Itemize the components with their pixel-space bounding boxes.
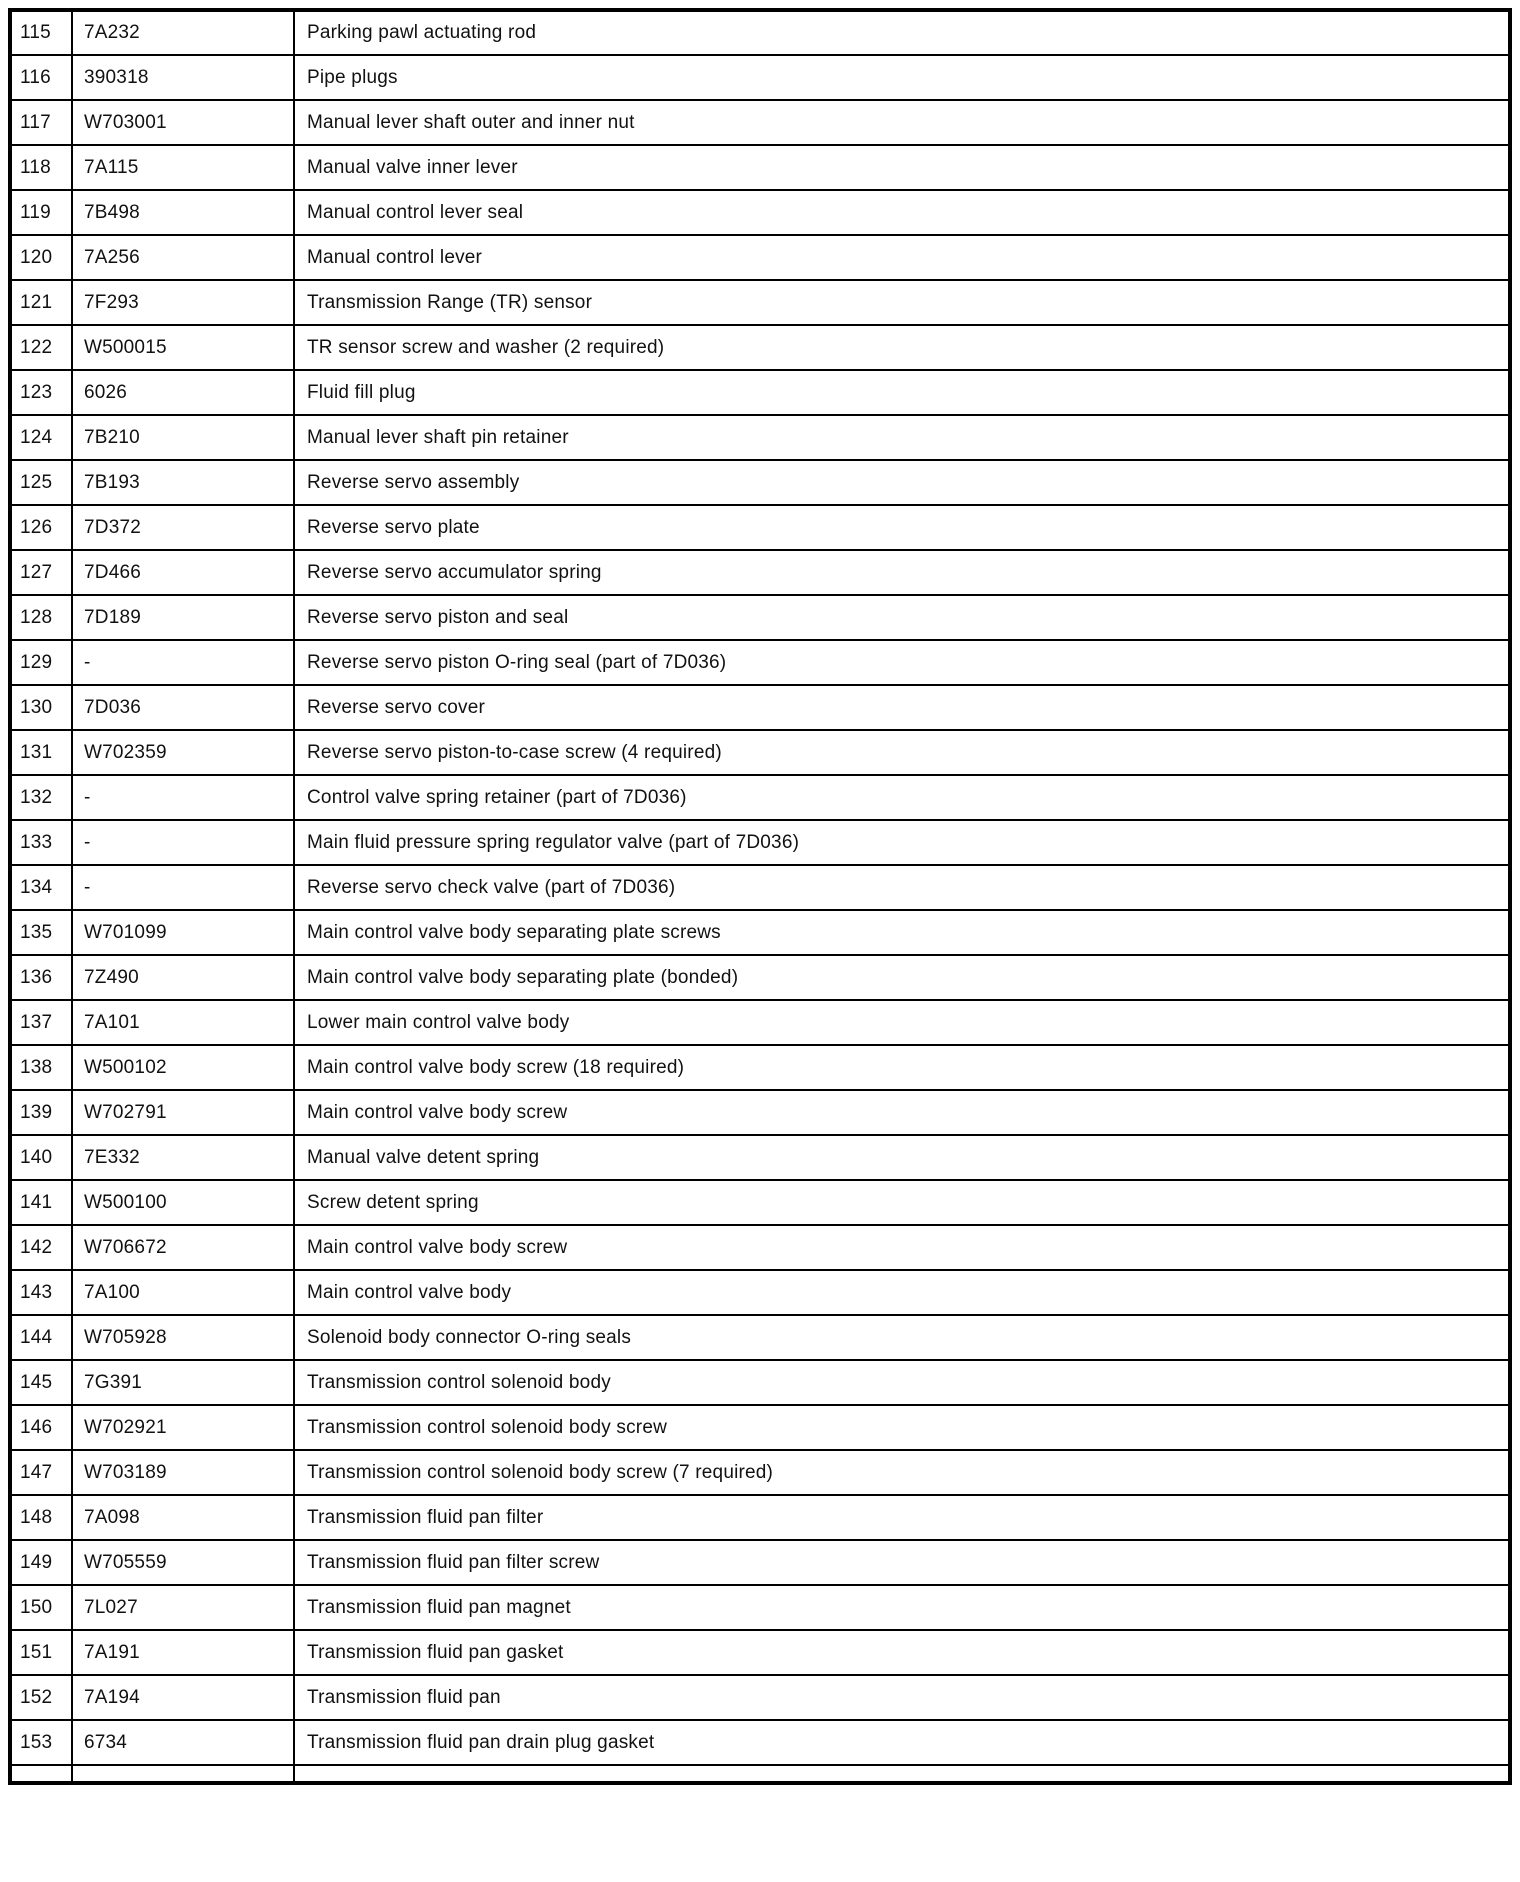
description-cell: Transmission control solenoid body screw (7 required) xyxy=(294,1450,1510,1495)
part-number-cell: 7A098 xyxy=(72,1495,294,1540)
table-row xyxy=(10,55,1510,100)
part-number-cell: W706672 xyxy=(72,1225,294,1270)
table-row xyxy=(10,280,1510,325)
item-number-cell xyxy=(10,1765,72,1783)
table-row xyxy=(10,1000,1510,1045)
table-row xyxy=(10,1495,1510,1540)
description-cell: Manual valve inner lever xyxy=(294,145,1510,190)
description-cell: Manual control lever seal xyxy=(294,190,1510,235)
part-number-cell: W500102 xyxy=(72,1045,294,1090)
part-number-cell: - xyxy=(72,820,294,865)
description-cell: Main control valve body separating plate screws xyxy=(294,910,1510,955)
item-number-cell: 126 xyxy=(10,505,72,550)
table-row xyxy=(10,1675,1510,1720)
description-cell: Transmission fluid pan xyxy=(294,1675,1510,1720)
table-row xyxy=(10,775,1510,820)
item-number-cell: 143 xyxy=(10,1270,72,1315)
table-row xyxy=(10,550,1510,595)
item-number-cell: 132 xyxy=(10,775,72,820)
description-cell: Transmission control solenoid body screw xyxy=(294,1405,1510,1450)
table-row xyxy=(10,955,1510,1000)
table-row xyxy=(10,100,1510,145)
description-cell: Reverse servo piston-to-case screw (4 required) xyxy=(294,730,1510,775)
part-number-cell: 390318 xyxy=(72,55,294,100)
description-cell: Main control valve body screw xyxy=(294,1090,1510,1135)
item-number-cell: 127 xyxy=(10,550,72,595)
part-number-cell: 7G391 xyxy=(72,1360,294,1405)
description-cell xyxy=(294,1765,1510,1783)
item-number-cell: 150 xyxy=(10,1585,72,1630)
part-number-cell: - xyxy=(72,865,294,910)
description-cell: Transmission control solenoid body xyxy=(294,1360,1510,1405)
item-number-cell: 116 xyxy=(10,55,72,100)
part-number-cell: W702791 xyxy=(72,1090,294,1135)
part-number-cell: 7B498 xyxy=(72,190,294,235)
part-number-cell: W702921 xyxy=(72,1405,294,1450)
table-row xyxy=(10,1045,1510,1090)
part-number-cell: 7B210 xyxy=(72,415,294,460)
description-cell: Reverse servo accumulator spring xyxy=(294,550,1510,595)
table-row xyxy=(10,1630,1510,1675)
table-row xyxy=(10,505,1510,550)
table-row xyxy=(10,865,1510,910)
item-number-cell: 130 xyxy=(10,685,72,730)
part-number-cell: W705559 xyxy=(72,1540,294,1585)
table-row xyxy=(10,10,1510,55)
item-number-cell: 128 xyxy=(10,595,72,640)
table-row xyxy=(10,685,1510,730)
table-row xyxy=(10,460,1510,505)
table-row xyxy=(10,1540,1510,1585)
table-row-partial xyxy=(10,1765,1510,1783)
description-cell: Reverse servo piston and seal xyxy=(294,595,1510,640)
table-row xyxy=(10,640,1510,685)
description-cell: Manual lever shaft outer and inner nut xyxy=(294,100,1510,145)
item-number-cell: 141 xyxy=(10,1180,72,1225)
description-cell: Fluid fill plug xyxy=(294,370,1510,415)
table-row xyxy=(10,1270,1510,1315)
table-row xyxy=(10,1720,1510,1765)
description-cell: Manual valve detent spring xyxy=(294,1135,1510,1180)
description-cell: Transmission fluid pan drain plug gasket xyxy=(294,1720,1510,1765)
part-number-cell: 7A115 xyxy=(72,145,294,190)
part-number-cell: W703001 xyxy=(72,100,294,145)
part-number-cell: 7D036 xyxy=(72,685,294,730)
part-number-cell: 7F293 xyxy=(72,280,294,325)
item-number-cell: 149 xyxy=(10,1540,72,1585)
table-row xyxy=(10,415,1510,460)
description-cell: Control valve spring retainer (part of 7D036) xyxy=(294,775,1510,820)
item-number-cell: 117 xyxy=(10,100,72,145)
description-cell: Reverse servo plate xyxy=(294,505,1510,550)
description-cell: Lower main control valve body xyxy=(294,1000,1510,1045)
table-row xyxy=(10,595,1510,640)
item-number-cell: 138 xyxy=(10,1045,72,1090)
part-number-cell: - xyxy=(72,775,294,820)
part-number-cell: W703189 xyxy=(72,1450,294,1495)
item-number-cell: 118 xyxy=(10,145,72,190)
item-number-cell: 134 xyxy=(10,865,72,910)
description-cell: Main fluid pressure spring regulator valve (part of 7D036) xyxy=(294,820,1510,865)
parts-table xyxy=(8,8,1512,1785)
table-row xyxy=(10,1405,1510,1450)
table-row xyxy=(10,1135,1510,1180)
table-row xyxy=(10,1090,1510,1135)
table-row xyxy=(10,1585,1510,1630)
part-number-cell: 7A256 xyxy=(72,235,294,280)
description-cell: Reverse servo assembly xyxy=(294,460,1510,505)
part-number-cell: 7B193 xyxy=(72,460,294,505)
item-number-cell: 119 xyxy=(10,190,72,235)
item-number-cell: 144 xyxy=(10,1315,72,1360)
description-cell: TR sensor screw and washer (2 required) xyxy=(294,325,1510,370)
description-cell: Transmission fluid pan magnet xyxy=(294,1585,1510,1630)
part-number-cell: 7L027 xyxy=(72,1585,294,1630)
description-cell: Transmission Range (TR) sensor xyxy=(294,280,1510,325)
table-row xyxy=(10,325,1510,370)
description-cell: Manual lever shaft pin retainer xyxy=(294,415,1510,460)
item-number-cell: 140 xyxy=(10,1135,72,1180)
description-cell: Reverse servo cover xyxy=(294,685,1510,730)
part-number-cell: 7E332 xyxy=(72,1135,294,1180)
description-cell: Solenoid body connector O-ring seals xyxy=(294,1315,1510,1360)
item-number-cell: 139 xyxy=(10,1090,72,1135)
item-number-cell: 115 xyxy=(10,10,72,55)
part-number-cell: W705928 xyxy=(72,1315,294,1360)
description-cell: Main control valve body screw xyxy=(294,1225,1510,1270)
item-number-cell: 120 xyxy=(10,235,72,280)
table-row xyxy=(10,820,1510,865)
part-number-cell: 7A191 xyxy=(72,1630,294,1675)
part-number-cell: W500100 xyxy=(72,1180,294,1225)
part-number-cell: W500015 xyxy=(72,325,294,370)
item-number-cell: 152 xyxy=(10,1675,72,1720)
item-number-cell: 153 xyxy=(10,1720,72,1765)
part-number-cell: 7D189 xyxy=(72,595,294,640)
item-number-cell: 129 xyxy=(10,640,72,685)
item-number-cell: 148 xyxy=(10,1495,72,1540)
table-row xyxy=(10,1225,1510,1270)
item-number-cell: 151 xyxy=(10,1630,72,1675)
table-row xyxy=(10,235,1510,280)
item-number-cell: 146 xyxy=(10,1405,72,1450)
description-cell: Manual control lever xyxy=(294,235,1510,280)
item-number-cell: 121 xyxy=(10,280,72,325)
part-number-cell: W701099 xyxy=(72,910,294,955)
description-cell: Screw detent spring xyxy=(294,1180,1510,1225)
part-number-cell: 7A100 xyxy=(72,1270,294,1315)
description-cell: Reverse servo piston O-ring seal (part of 7D036) xyxy=(294,640,1510,685)
item-number-cell: 124 xyxy=(10,415,72,460)
item-number-cell: 125 xyxy=(10,460,72,505)
part-number-cell: 6734 xyxy=(72,1720,294,1765)
part-number-cell: W702359 xyxy=(72,730,294,775)
part-number-cell: 7A232 xyxy=(72,10,294,55)
table-row xyxy=(10,145,1510,190)
part-number-cell: 7A101 xyxy=(72,1000,294,1045)
table-row xyxy=(10,1180,1510,1225)
description-cell: Parking pawl actuating rod xyxy=(294,10,1510,55)
item-number-cell: 131 xyxy=(10,730,72,775)
table-row xyxy=(10,910,1510,955)
item-number-cell: 147 xyxy=(10,1450,72,1495)
item-number-cell: 122 xyxy=(10,325,72,370)
table-row xyxy=(10,1450,1510,1495)
part-number-cell: 7A194 xyxy=(72,1675,294,1720)
description-cell: Transmission fluid pan filter xyxy=(294,1495,1510,1540)
table-row xyxy=(10,1360,1510,1405)
part-number-cell: - xyxy=(72,640,294,685)
part-number-cell: 6026 xyxy=(72,370,294,415)
item-number-cell: 133 xyxy=(10,820,72,865)
description-cell: Main control valve body xyxy=(294,1270,1510,1315)
table-row xyxy=(10,730,1510,775)
parts-table-body xyxy=(10,10,1510,1783)
part-number-cell: 7D372 xyxy=(72,505,294,550)
description-cell: Main control valve body screw (18 required) xyxy=(294,1045,1510,1090)
item-number-cell: 123 xyxy=(10,370,72,415)
item-number-cell: 135 xyxy=(10,910,72,955)
table-row xyxy=(10,190,1510,235)
description-cell: Transmission fluid pan gasket xyxy=(294,1630,1510,1675)
item-number-cell: 137 xyxy=(10,1000,72,1045)
item-number-cell: 142 xyxy=(10,1225,72,1270)
description-cell: Transmission fluid pan filter screw xyxy=(294,1540,1510,1585)
table-row xyxy=(10,370,1510,415)
part-number-cell: 7Z490 xyxy=(72,955,294,1000)
description-cell: Pipe plugs xyxy=(294,55,1510,100)
description-cell: Main control valve body separating plate (bonded) xyxy=(294,955,1510,1000)
part-number-cell xyxy=(72,1765,294,1783)
part-number-cell: 7D466 xyxy=(72,550,294,595)
table-row xyxy=(10,1315,1510,1360)
item-number-cell: 136 xyxy=(10,955,72,1000)
item-number-cell: 145 xyxy=(10,1360,72,1405)
description-cell: Reverse servo check valve (part of 7D036) xyxy=(294,865,1510,910)
